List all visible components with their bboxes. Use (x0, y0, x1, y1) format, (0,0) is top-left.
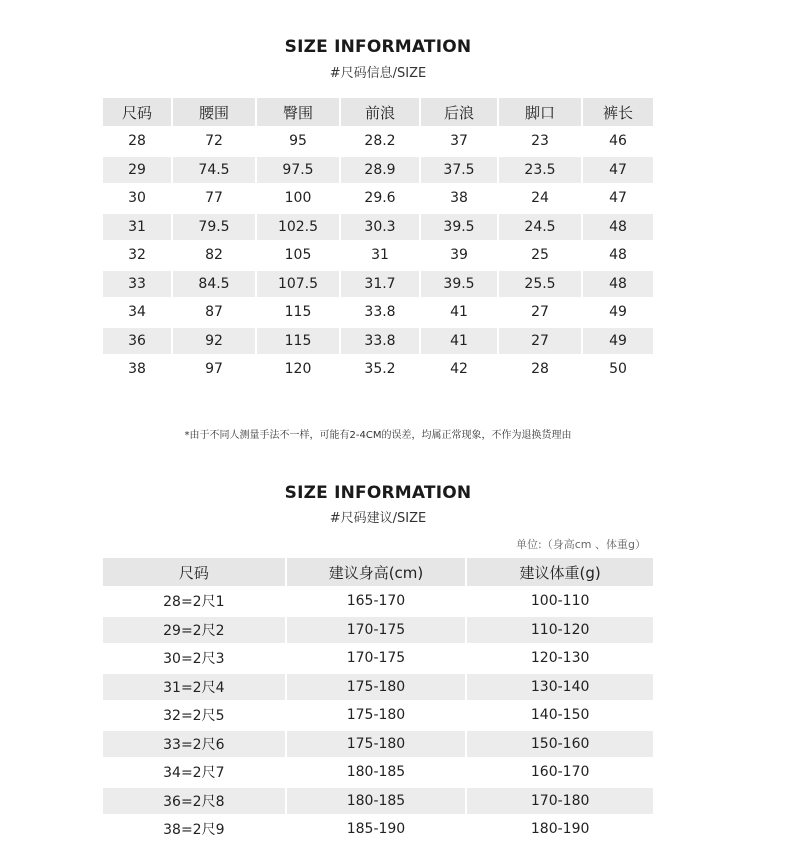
table-row (103, 157, 653, 184)
size-advice-title: SIZE INFORMATION (284, 483, 472, 503)
table-cell-hip: 95 (257, 128, 339, 155)
column-header-hip: 臀围 (257, 98, 339, 126)
table-cell-back-rise: 39.5 (421, 271, 497, 298)
column-header-front-rise: 前浪 (341, 98, 419, 126)
table-cell-recommended-weight: 120-130 (467, 645, 653, 672)
table-cell-recommended-weight: 160-170 (467, 759, 653, 786)
table-cell-back-rise: 39.5 (421, 214, 497, 241)
table-cell-back-rise: 42 (421, 356, 497, 383)
table-cell-hip: 120 (257, 356, 339, 383)
size-advice-subtitle: #尺码建议/SIZE (329, 511, 427, 526)
table-cell-length: 48 (583, 271, 653, 298)
table-row (103, 242, 653, 269)
size-recommendation-table (101, 556, 655, 845)
table-cell-recommended-height: 180-185 (287, 788, 466, 815)
table-row (103, 731, 653, 758)
table-cell-hip: 115 (257, 299, 339, 326)
column-header-recommended-weight: 建议体重(g) (467, 558, 653, 586)
table-header-row (103, 98, 653, 126)
table-cell-waist: 92 (173, 328, 255, 355)
table-cell-recommended-weight: 130-140 (467, 674, 653, 701)
table-cell-front-rise: 30.3 (341, 214, 419, 241)
table-cell-recommended-height: 175-180 (287, 702, 466, 729)
table-cell-length: 47 (583, 185, 653, 212)
table-cell-size: 29=2尺2 (103, 617, 285, 644)
table-cell-size: 32 (103, 242, 171, 269)
table-cell-recommended-weight: 170-180 (467, 788, 653, 815)
table-cell-size: 30 (103, 185, 171, 212)
size-table-title: SIZE INFORMATION (284, 37, 472, 57)
table-cell-size: 28 (103, 128, 171, 155)
table-row (103, 674, 653, 701)
table-cell-length: 47 (583, 157, 653, 184)
table-cell-recommended-weight: 100-110 (467, 588, 653, 615)
column-header-back-rise: 后浪 (421, 98, 497, 126)
table-cell-recommended-weight: 180-190 (467, 816, 653, 843)
table-cell-size: 36=2尺8 (103, 788, 285, 815)
table-cell-recommended-weight: 110-120 (467, 617, 653, 644)
table-row (103, 356, 653, 383)
table-cell-leg-opening: 27 (499, 328, 581, 355)
table-cell-front-rise: 28.2 (341, 128, 419, 155)
table-cell-leg-opening: 25.5 (499, 271, 581, 298)
table-cell-recommended-height: 170-175 (287, 645, 466, 672)
table-cell-waist: 97 (173, 356, 255, 383)
unit-note: 单位:（身高cm 、体重g） (516, 538, 646, 551)
table-cell-back-rise: 38 (421, 185, 497, 212)
table-cell-front-rise: 31.7 (341, 271, 419, 298)
table-cell-front-rise: 31 (341, 242, 419, 269)
table-cell-leg-opening: 24 (499, 185, 581, 212)
table-cell-front-rise: 33.8 (341, 299, 419, 326)
table-row (103, 328, 653, 355)
table-row (103, 588, 653, 615)
table-cell-recommended-weight: 140-150 (467, 702, 653, 729)
table-cell-size: 38 (103, 356, 171, 383)
table-row (103, 299, 653, 326)
table-cell-waist: 79.5 (173, 214, 255, 241)
size-measurement-table (101, 96, 655, 385)
table-cell-recommended-height: 165-170 (287, 588, 466, 615)
table-cell-size: 33=2尺6 (103, 731, 285, 758)
table-cell-back-rise: 37 (421, 128, 497, 155)
column-header-waist: 腰围 (173, 98, 255, 126)
table-cell-recommended-weight: 150-160 (467, 731, 653, 758)
table-header-row (103, 558, 653, 586)
table-cell-size: 31 (103, 214, 171, 241)
table-cell-size: 32=2尺5 (103, 702, 285, 729)
table-cell-hip: 100 (257, 185, 339, 212)
table-cell-size: 38=2尺9 (103, 816, 285, 843)
table-cell-size: 30=2尺3 (103, 645, 285, 672)
table-cell-length: 50 (583, 356, 653, 383)
column-header-leg-opening: 脚口 (499, 98, 581, 126)
table-cell-leg-opening: 23.5 (499, 157, 581, 184)
table-cell-hip: 97.5 (257, 157, 339, 184)
table-cell-length: 48 (583, 214, 653, 241)
table-row (103, 702, 653, 729)
table-cell-hip: 107.5 (257, 271, 339, 298)
table-cell-front-rise: 29.6 (341, 185, 419, 212)
table-cell-length: 49 (583, 328, 653, 355)
table-cell-waist: 84.5 (173, 271, 255, 298)
table-row (103, 617, 653, 644)
table-cell-front-rise: 28.9 (341, 157, 419, 184)
column-header-size: 尺码 (103, 558, 285, 586)
table-cell-leg-opening: 24.5 (499, 214, 581, 241)
table-cell-recommended-height: 180-185 (287, 759, 466, 786)
table-row (103, 645, 653, 672)
table-cell-front-rise: 33.8 (341, 328, 419, 355)
table-row (103, 788, 653, 815)
table-cell-back-rise: 41 (421, 328, 497, 355)
column-header-size: 尺码 (103, 98, 171, 126)
table-cell-back-rise: 41 (421, 299, 497, 326)
table-cell-size: 34=2尺7 (103, 759, 285, 786)
table-cell-length: 49 (583, 299, 653, 326)
column-header-recommended-height: 建议身高(cm) (287, 558, 466, 586)
table-cell-leg-opening: 28 (499, 356, 581, 383)
size-table-subtitle: #尺码信息/SIZE (329, 66, 427, 81)
table-cell-waist: 72 (173, 128, 255, 155)
table-cell-waist: 82 (173, 242, 255, 269)
measurement-disclaimer: *由于不同人测量手法不一样，可能有2-4CM的误差，均属正常现象，不作为退换货理由 (184, 430, 572, 441)
table-cell-leg-opening: 27 (499, 299, 581, 326)
table-cell-back-rise: 39 (421, 242, 497, 269)
table-cell-recommended-height: 175-180 (287, 731, 466, 758)
table-cell-recommended-height: 175-180 (287, 674, 466, 701)
table-cell-length: 46 (583, 128, 653, 155)
table-row (103, 759, 653, 786)
table-cell-back-rise: 37.5 (421, 157, 497, 184)
table-cell-hip: 115 (257, 328, 339, 355)
table-row (103, 185, 653, 212)
table-cell-size: 34 (103, 299, 171, 326)
table-row (103, 271, 653, 298)
table-cell-recommended-height: 185-190 (287, 816, 466, 843)
table-cell-waist: 74.5 (173, 157, 255, 184)
table-cell-leg-opening: 25 (499, 242, 581, 269)
table-row (103, 214, 653, 241)
table-cell-hip: 102.5 (257, 214, 339, 241)
table-cell-hip: 105 (257, 242, 339, 269)
table-cell-front-rise: 35.2 (341, 356, 419, 383)
table-row (103, 816, 653, 843)
table-row (103, 128, 653, 155)
table-cell-size: 36 (103, 328, 171, 355)
table-cell-length: 48 (583, 242, 653, 269)
table-cell-recommended-height: 170-175 (287, 617, 466, 644)
table-cell-waist: 77 (173, 185, 255, 212)
table-cell-size: 33 (103, 271, 171, 298)
table-cell-size: 29 (103, 157, 171, 184)
table-cell-size: 28=2尺1 (103, 588, 285, 615)
column-header-length: 裤长 (583, 98, 653, 126)
table-cell-size: 31=2尺4 (103, 674, 285, 701)
table-cell-leg-opening: 23 (499, 128, 581, 155)
table-cell-waist: 87 (173, 299, 255, 326)
